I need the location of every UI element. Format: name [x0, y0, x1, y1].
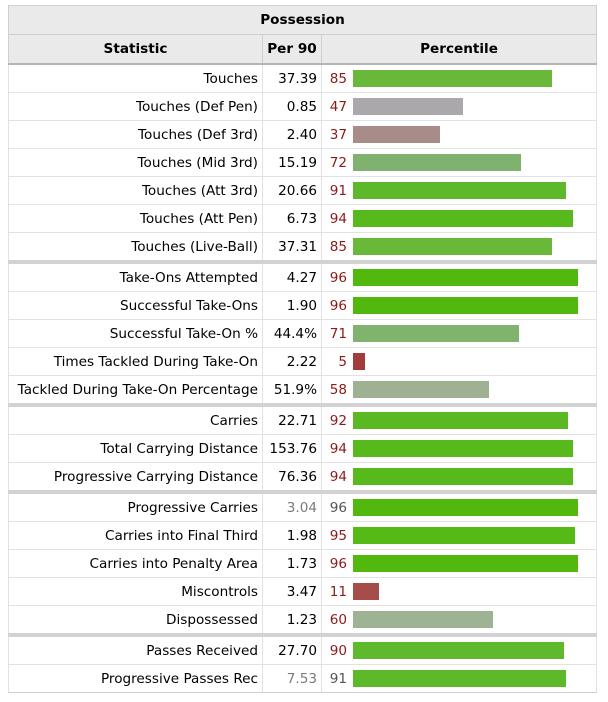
percentile-bar [353, 269, 578, 286]
percentile-bar-track [353, 468, 596, 485]
per90-value: 7.53 [263, 665, 322, 693]
percentile-bar [353, 297, 578, 314]
stat-name: Carries [9, 405, 263, 435]
table-row[interactable] [9, 578, 597, 606]
per90-value: 3.47 [263, 578, 322, 606]
percentile-cell [322, 262, 597, 292]
percentile-bar [353, 527, 575, 544]
table-row[interactable] [9, 149, 597, 177]
percentile-value: 94 [329, 468, 347, 485]
percentile-cell [322, 205, 597, 233]
per90-value: 44.4% [263, 320, 322, 348]
percentile-value: 85 [329, 70, 347, 87]
percentile-value: 94 [329, 210, 347, 227]
table-row[interactable] [9, 435, 597, 463]
stat-name: Progressive Carrying Distance [9, 463, 263, 493]
column-header-percentile[interactable]: Percentile [322, 35, 597, 65]
percentile-bar-track [353, 412, 596, 429]
possession-table [8, 5, 597, 693]
stat-name: Tackled During Take-On Percentage [9, 376, 263, 406]
percentile-cell [322, 492, 597, 522]
per90-value: 3.04 [263, 492, 322, 522]
percentile-value: 37 [329, 126, 347, 143]
stat-name: Miscontrols [9, 578, 263, 606]
column-header-per90[interactable]: Per 90 [263, 35, 322, 65]
percentile-value: 92 [329, 412, 347, 429]
percentile-cell [322, 93, 597, 121]
percentile-value: 96 [329, 297, 347, 314]
percentile-bar-track [353, 182, 596, 199]
per90-value: 1.98 [263, 522, 322, 550]
percentile-bar [353, 182, 566, 199]
percentile-bar-track [353, 642, 596, 659]
table-row[interactable] [9, 635, 597, 665]
percentile-cell [322, 233, 597, 263]
per90-value: 1.23 [263, 606, 322, 636]
column-header-statistic[interactable]: Statistic [9, 35, 263, 65]
percentile-bar-track [353, 583, 596, 600]
percentile-value: 58 [329, 381, 347, 398]
stat-name: Touches (Att 3rd) [9, 177, 263, 205]
percentile-bar-track [353, 440, 596, 457]
percentile-bar [353, 70, 552, 87]
percentile-bar-track [353, 527, 596, 544]
percentile-cell [322, 578, 597, 606]
percentile-cell [322, 435, 597, 463]
stat-name: Times Tackled During Take-On [9, 348, 263, 376]
percentile-bar [353, 642, 564, 659]
stat-name: Take-Ons Attempted [9, 262, 263, 292]
stat-name: Dispossessed [9, 606, 263, 636]
stat-name: Progressive Passes Rec [9, 665, 263, 693]
percentile-value: 94 [329, 440, 347, 457]
percentile-value: 95 [329, 527, 347, 544]
table-row[interactable] [9, 93, 597, 121]
table-row[interactable] [9, 177, 597, 205]
percentile-cell [322, 405, 597, 435]
stat-name: Touches [9, 64, 263, 93]
percentile-value: 47 [329, 98, 347, 115]
percentile-value: 71 [329, 325, 347, 342]
per90-value: 1.90 [263, 292, 322, 320]
table-row[interactable] [9, 292, 597, 320]
percentile-bar [353, 325, 519, 342]
table-row[interactable] [9, 463, 597, 493]
percentile-bar-track [353, 381, 596, 398]
percentile-bar-track [353, 353, 596, 370]
percentile-cell [322, 635, 597, 665]
per90-value: 37.39 [263, 64, 322, 93]
percentile-bar-track [353, 98, 596, 115]
table-title: Possession [9, 6, 597, 35]
percentile-bar [353, 381, 489, 398]
table-row[interactable] [9, 320, 597, 348]
per90-value: 4.27 [263, 262, 322, 292]
table-row[interactable] [9, 233, 597, 263]
percentile-bar [353, 555, 578, 572]
stat-name: Touches (Mid 3rd) [9, 149, 263, 177]
table-row[interactable] [9, 405, 597, 435]
stat-name: Touches (Live-Ball) [9, 233, 263, 263]
percentile-bar [353, 499, 578, 516]
per90-value: 76.36 [263, 463, 322, 493]
stat-name: Carries into Final Third [9, 522, 263, 550]
table-row[interactable] [9, 262, 597, 292]
percentile-cell [322, 463, 597, 493]
percentile-cell [322, 665, 597, 693]
table-row[interactable] [9, 64, 597, 93]
per90-value: 20.66 [263, 177, 322, 205]
percentile-bar-track [353, 297, 596, 314]
per90-value: 2.22 [263, 348, 322, 376]
percentile-value: 90 [329, 642, 347, 659]
percentile-value: 96 [329, 555, 347, 572]
percentile-cell [322, 177, 597, 205]
stat-name: Touches (Att Pen) [9, 205, 263, 233]
per90-value: 2.40 [263, 121, 322, 149]
percentile-bar-track [353, 70, 596, 87]
table-row[interactable] [9, 121, 597, 149]
table-row[interactable] [9, 522, 597, 550]
percentile-bar [353, 670, 566, 687]
possession-table-container [8, 5, 596, 693]
percentile-bar [353, 238, 552, 255]
per90-value: 27.70 [263, 635, 322, 665]
per90-value: 153.76 [263, 435, 322, 463]
percentile-bar-track [353, 670, 596, 687]
percentile-bar-track [353, 269, 596, 286]
percentile-bar [353, 98, 463, 115]
percentile-cell [322, 121, 597, 149]
percentile-bar [353, 440, 573, 457]
percentile-cell [322, 522, 597, 550]
percentile-value: 96 [329, 499, 347, 516]
percentile-bar [353, 353, 365, 370]
stat-name: Passes Received [9, 635, 263, 665]
stat-name: Touches (Def Pen) [9, 93, 263, 121]
percentile-value: 91 [329, 182, 347, 199]
percentile-cell [322, 606, 597, 636]
percentile-cell [322, 376, 597, 406]
percentile-bar-track [353, 154, 596, 171]
percentile-bar-track [353, 238, 596, 255]
percentile-bar-track [353, 210, 596, 227]
percentile-bar-track [353, 499, 596, 516]
stat-name: Successful Take-On % [9, 320, 263, 348]
stat-name: Total Carrying Distance [9, 435, 263, 463]
percentile-value: 60 [329, 611, 347, 628]
per90-value: 1.73 [263, 550, 322, 578]
percentile-cell [322, 149, 597, 177]
per90-value: 0.85 [263, 93, 322, 121]
table-row[interactable] [9, 550, 597, 578]
percentile-cell [322, 348, 597, 376]
percentile-value: 72 [329, 154, 347, 171]
percentile-bar-track [353, 555, 596, 572]
per90-value: 37.31 [263, 233, 322, 263]
per90-value: 6.73 [263, 205, 322, 233]
table-row[interactable] [9, 606, 597, 636]
table-row[interactable] [9, 492, 597, 522]
percentile-cell [322, 550, 597, 578]
per90-value: 22.71 [263, 405, 322, 435]
table-row[interactable] [9, 376, 597, 406]
percentile-bar [353, 583, 379, 600]
percentile-bar [353, 126, 440, 143]
percentile-cell [322, 64, 597, 93]
table-row[interactable] [9, 205, 597, 233]
per90-value: 51.9% [263, 376, 322, 406]
table-body [9, 64, 597, 693]
percentile-value: 11 [329, 583, 347, 600]
percentile-bar [353, 611, 493, 628]
percentile-value: 91 [329, 670, 347, 687]
percentile-value: 5 [338, 353, 347, 370]
table-row[interactable] [9, 348, 597, 376]
percentile-cell [322, 292, 597, 320]
percentile-bar [353, 468, 573, 485]
percentile-bar [353, 210, 573, 227]
percentile-cell [322, 320, 597, 348]
percentile-bar [353, 412, 568, 429]
percentile-bar-track [353, 611, 596, 628]
stat-name: Successful Take-Ons [9, 292, 263, 320]
stat-name: Touches (Def 3rd) [9, 121, 263, 149]
stat-name: Progressive Carries [9, 492, 263, 522]
table-row[interactable] [9, 665, 597, 693]
stat-name: Carries into Penalty Area [9, 550, 263, 578]
percentile-value: 96 [329, 269, 347, 286]
percentile-bar-track [353, 126, 596, 143]
per90-value: 15.19 [263, 149, 322, 177]
percentile-value: 85 [329, 238, 347, 255]
percentile-bar [353, 154, 521, 171]
percentile-bar-track [353, 325, 596, 342]
